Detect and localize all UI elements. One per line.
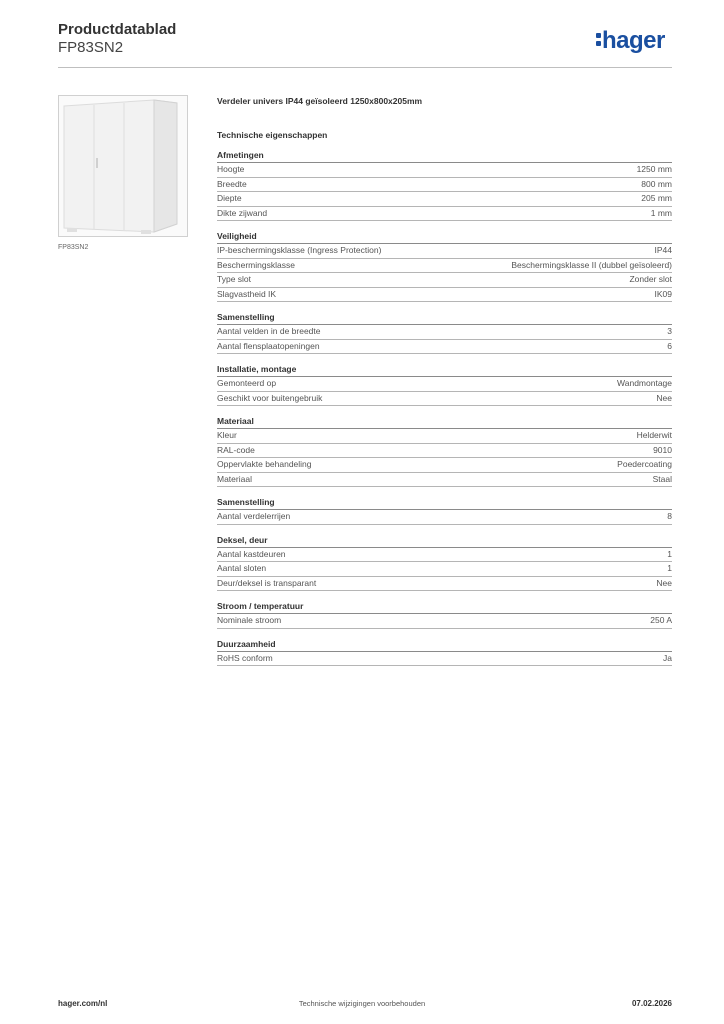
specifications-panel [217,96,672,666]
spec-row [217,429,672,444]
spec-row [217,652,672,667]
spec-label: Aantal sloten [217,563,267,573]
spec-value: Wandmontage [617,378,672,388]
spec-section [217,601,672,629]
spec-label: Diepte [217,193,242,203]
spec-row [217,244,672,259]
page-title: Productdatablad [58,21,177,38]
spec-row [217,548,672,563]
spec-row [217,392,672,407]
spec-value: 1 [667,548,672,559]
spec-value: 250 A [650,615,672,625]
spec-section [217,150,672,221]
section-title: Installatie, montage [217,364,672,377]
spec-label: Breedte [217,178,247,189]
spec-row [217,178,672,193]
spec-value: 1 mm [650,207,672,218]
spec-row [217,577,672,592]
spec-value: IP44 [654,245,672,255]
spec-value: 6 [667,340,672,351]
spec-value: 205 mm [641,193,672,203]
spec-value: Ja [663,652,672,663]
section-title: Afmetingen [217,150,672,163]
header-divider [58,67,672,68]
logo-text: hager [602,27,665,54]
logo-dots-icon [596,30,601,49]
spec-label: Deur/deksel is transparant [217,577,317,588]
section-title: Deksel, deur [217,535,672,548]
spec-value: 3 [667,326,672,336]
spec-label: Geschikt voor buitengebruik [217,392,323,403]
footer-date: 07.02.2026 [631,999,672,1008]
hager-logo [596,27,665,55]
tech-heading: Technische eigenschappen [217,130,328,140]
spec-label: Dikte zijwand [217,207,268,218]
spec-label: RAL-code [217,444,255,455]
product-image [58,95,188,237]
footer-website-link[interactable]: hager.com/nl [58,999,108,1008]
spec-row [217,473,672,488]
spec-label: Kleur [217,430,237,440]
spec-value: 1250 mm [636,164,672,174]
spec-value: Zonder slot [629,274,672,284]
product-description: Verdeler univers IP44 geïsoleerd 1250x800x205mm [217,96,423,106]
spec-section [217,416,672,487]
spec-value: Poedercoating [617,459,672,469]
spec-label: Materiaal [217,473,252,484]
footer-disclaimer: Technische wijzigingen voorbehouden [298,999,426,1008]
spec-label: Gemonteerd op [217,378,277,388]
spec-row [217,192,672,207]
section-title: Samenstelling [217,312,672,325]
spec-row [217,510,672,525]
spec-label: Aantal kastdeuren [217,548,286,559]
spec-value: 8 [667,511,672,521]
section-title: Veiligheid [217,231,672,244]
section-title: Materiaal [217,416,672,429]
spec-label: Type slot [217,274,252,284]
spec-row [217,377,672,392]
spec-row [217,458,672,473]
image-caption: FP83SN2 [58,244,89,251]
spec-value: Beschermingsklasse II (dubbel geïsoleerd) [511,259,672,270]
spec-value: 1 [667,563,672,573]
section-title: Samenstelling [217,497,672,510]
spec-row [217,259,672,274]
cabinet-illustration-icon [59,96,187,236]
spec-value: 800 mm [641,178,672,189]
spec-row [217,340,672,355]
spec-section [217,312,672,354]
section-title: Duurzaamheid [217,639,672,652]
spec-section [217,639,672,667]
spec-label: Nominale stroom [217,615,282,625]
spec-label: Aantal flensplaatopeningen [217,340,320,351]
spec-label: Aantal verdelerrijen [217,511,291,521]
spec-sections [217,150,672,666]
spec-section [217,364,672,406]
spec-row [217,325,672,340]
spec-value: 9010 [653,444,672,455]
spec-row [217,273,672,288]
spec-row [217,207,672,222]
spec-row [217,614,672,629]
spec-row [217,444,672,459]
spec-label: Hoogte [217,164,245,174]
spec-row [217,562,672,577]
spec-value: Helderwit [636,430,672,440]
spec-label: RoHS conform [217,652,273,663]
spec-value: Nee [656,577,672,588]
spec-value: IK09 [654,288,672,299]
spec-label: Aantal velden in de breedte [217,326,321,336]
spec-label: Beschermingsklasse [217,259,295,270]
section-title: Stroom / temperatuur [217,601,672,614]
spec-label: Oppervlakte behandeling [217,459,312,469]
product-code: FP83SN2 [58,39,124,56]
spec-label: Slagvastheid IK [217,288,277,299]
spec-value: Staal [652,473,672,484]
spec-section [217,497,672,525]
spec-row [217,288,672,303]
spec-row [217,163,672,178]
spec-section [217,231,672,302]
spec-section [217,535,672,592]
spec-value: Nee [656,392,672,403]
spec-label: IP-beschermingsklasse (Ingress Protection) [217,245,382,255]
